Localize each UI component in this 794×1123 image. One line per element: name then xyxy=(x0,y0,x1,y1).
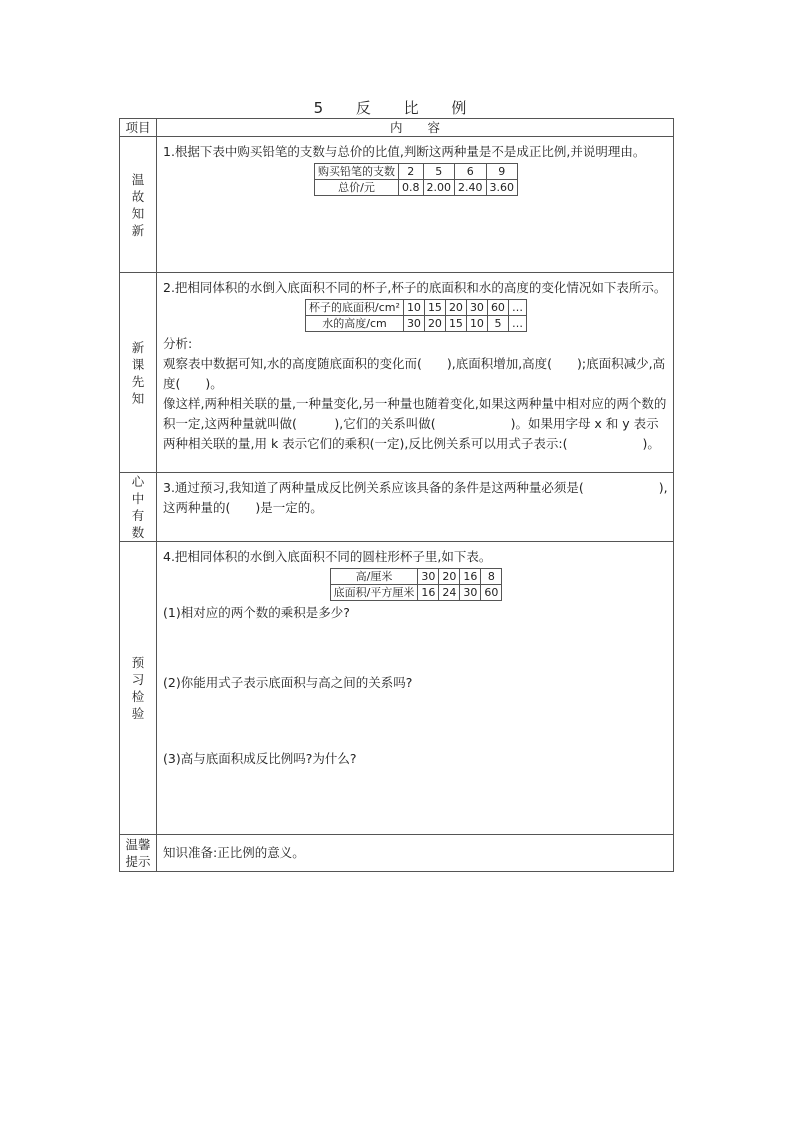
subquestion-1: (1)相对应的两个数的乘积是多少? xyxy=(163,605,350,620)
cell: 3.60 xyxy=(486,180,518,196)
section-label xyxy=(120,273,157,473)
cell: 30 xyxy=(418,569,439,585)
cell: 10 xyxy=(466,316,487,332)
cup-table xyxy=(305,299,527,332)
section-content xyxy=(157,542,674,835)
cell: 2.40 xyxy=(455,180,487,196)
cell: 10 xyxy=(403,300,424,316)
header-row xyxy=(120,119,674,137)
pencil-table xyxy=(314,163,518,196)
cell: 9 xyxy=(486,164,518,180)
row-label: 总价/元 xyxy=(315,180,399,196)
row-label: 水的高度/cm xyxy=(306,316,404,332)
header-item: 项目 xyxy=(120,119,157,137)
question-2: 2.把相同体积的水倒入底面积不同的杯子,杯子的底面积和水的高度的变化情况如下表所示。 xyxy=(163,280,667,295)
cell: 16 xyxy=(460,569,481,585)
worksheet-table xyxy=(119,118,674,872)
section-content xyxy=(157,137,674,273)
section-content xyxy=(157,835,674,872)
cell: 15 xyxy=(445,316,466,332)
cell: 6 xyxy=(455,164,487,180)
section-tip xyxy=(120,835,674,872)
cell: 0.8 xyxy=(399,180,424,196)
cell: 30 xyxy=(460,585,481,601)
section-check xyxy=(120,542,674,835)
cell: 30 xyxy=(403,316,424,332)
cell: … xyxy=(508,300,526,316)
cell: 30 xyxy=(466,300,487,316)
section-content xyxy=(157,473,674,542)
page-title: 5 反 比 例 xyxy=(313,99,481,117)
table-row xyxy=(306,300,527,316)
subquestion-2: (2)你能用式子表示底面积与高之间的关系吗? xyxy=(163,675,413,690)
cell: 20 xyxy=(445,300,466,316)
side-label-check: 预习检验 xyxy=(131,655,145,721)
section-label xyxy=(120,137,157,273)
side-label-summary: 心中有数 xyxy=(131,474,145,540)
subquestion-3: (3)高与底面积成反比例吗?为什么? xyxy=(163,751,357,766)
cell: 24 xyxy=(439,585,460,601)
row-label: 底面积/平方厘米 xyxy=(330,585,418,601)
analysis-label: 分析: xyxy=(163,336,193,351)
question-3: 3.通过预习,我知道了两种量成反比例关系应该具备的条件是这两种量必须是( ),这两种量的( )是一定的。 xyxy=(163,480,668,515)
section-content xyxy=(157,273,674,473)
header-content: 内 容 xyxy=(157,119,674,137)
question-1: 1.根据下表中购买铅笔的支数与总价的比值,判断这两种量是不是成正比例,并说明理由。 xyxy=(163,144,646,159)
cell: 16 xyxy=(418,585,439,601)
analysis-text-2: 像这样,两种相关联的量,一种量变化,另一种量也随着变化,如果这两种量中相对应的两个数的积一定,这两种量就叫做( ),它们的关系叫做( )。如果用字母 x 和 y 表示两种相关联的量,用 k 表示它们的乘积(一定),反比例关系可以用式子表示:( )。 xyxy=(163,396,667,451)
cell: 20 xyxy=(439,569,460,585)
row-label: 购买铅笔的支数 xyxy=(315,164,399,180)
tip-text: 知识准备:正比例的意义。 xyxy=(163,845,305,860)
cell: 2.00 xyxy=(423,180,455,196)
cell: 20 xyxy=(424,316,445,332)
analysis-text-1: 观察表中数据可知,水的高度随底面积的变化而( ),底面积增加,高度( );底面积减少,高度( )。 xyxy=(163,356,666,391)
cell: 60 xyxy=(487,300,508,316)
table-row xyxy=(315,164,518,180)
cell: … xyxy=(508,316,526,332)
table-row xyxy=(306,316,527,332)
question-4: 4.把相同体积的水倒入底面积不同的圆柱形杯子里,如下表。 xyxy=(163,549,492,564)
cell: 60 xyxy=(481,585,502,601)
table-row xyxy=(330,569,502,585)
section-summary xyxy=(120,473,674,542)
row-label: 杯子的底面积/cm² xyxy=(306,300,404,316)
cell: 8 xyxy=(481,569,502,585)
table-row xyxy=(315,180,518,196)
cell: 5 xyxy=(423,164,455,180)
section-label xyxy=(120,542,157,835)
cell: 2 xyxy=(399,164,424,180)
section-review xyxy=(120,137,674,273)
cell: 5 xyxy=(487,316,508,332)
side-label-tip: 温馨提示 xyxy=(125,837,151,869)
side-label-preview: 新课先知 xyxy=(131,339,145,406)
section-preview xyxy=(120,273,674,473)
cell: 15 xyxy=(424,300,445,316)
section-label xyxy=(120,835,157,872)
cylinder-table xyxy=(330,568,503,601)
row-label: 高/厘米 xyxy=(330,569,418,585)
section-label xyxy=(120,473,157,542)
table-row xyxy=(330,585,502,601)
side-label-review: 温故知新 xyxy=(131,171,145,238)
